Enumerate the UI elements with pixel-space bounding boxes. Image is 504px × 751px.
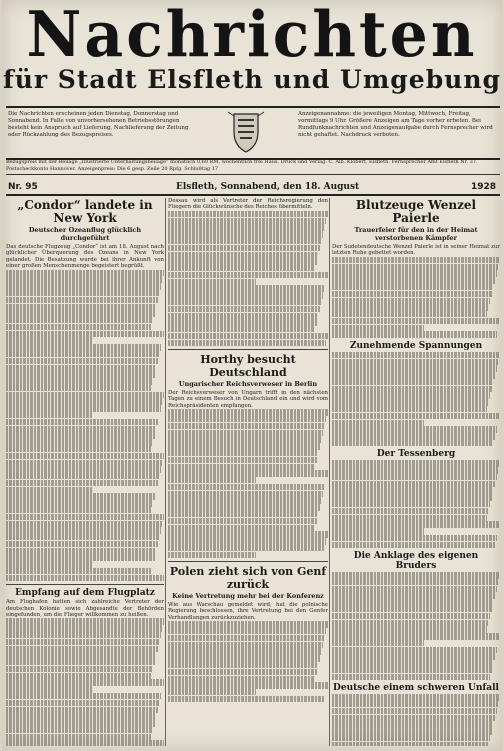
text-line — [168, 457, 317, 463]
text-line — [332, 264, 498, 270]
article-lead: Das deutsche Flugzeug „Condor“ ist am 18. August nach glücklicher Überquerung des Ozeans in New York gelandet. Die Besatzung wurde bei ihrer Ankunft von einer großen Menschenmenge begeistert begrüßt. — [6, 244, 164, 270]
paierle-text: Der Sudetendeutsche Wenzel Paierle ist in seiner Heimat zur letzten Ruhe gebettet worden. — [332, 244, 500, 257]
text-line — [332, 708, 497, 714]
text-line — [168, 231, 323, 237]
newspaper-subtitle: für Stadt Elsfleth und Umgebung — [2, 65, 502, 94]
text-line — [6, 686, 93, 692]
text-line — [168, 299, 322, 305]
text-line — [168, 635, 325, 641]
text-line — [332, 701, 498, 707]
section-body — [332, 352, 500, 447]
text-line — [6, 331, 164, 337]
text-line — [6, 270, 164, 276]
text-line — [332, 626, 487, 632]
text-line — [168, 258, 317, 264]
text-line — [332, 501, 490, 507]
text-line — [332, 413, 500, 419]
text-line — [6, 646, 158, 652]
text-line — [6, 378, 153, 384]
text-line — [6, 453, 164, 459]
section-body — [332, 572, 500, 680]
text-line — [332, 494, 492, 500]
text-line — [168, 340, 326, 346]
text-line — [6, 548, 156, 554]
text-line — [6, 446, 151, 452]
text-line — [6, 720, 155, 726]
text-line — [332, 592, 495, 598]
text-line — [168, 416, 326, 422]
text-line — [6, 405, 161, 411]
text-line — [332, 528, 424, 534]
text-line — [332, 586, 497, 592]
text-line — [332, 304, 488, 310]
section-rule — [168, 349, 328, 350]
section-body — [332, 460, 500, 548]
text-line — [168, 436, 322, 442]
text-line — [168, 621, 328, 627]
section-heading: Empfang auf dem Flugplatz — [15, 588, 155, 599]
text-line — [332, 647, 497, 653]
column-2-intro: Dessau wird als Vertreter der Reichsregierung den Fliegern die Glückwünsche des Reiches übermitteln. — [168, 198, 328, 211]
text-line — [168, 292, 323, 298]
text-line — [6, 365, 156, 371]
text-line — [332, 474, 497, 480]
text-line — [332, 535, 497, 541]
text-line — [6, 514, 164, 520]
polen-text: Wie aus Warschau gemeldet wird, hat die polnische Regierung beschlossen, ihre Vertretung bei den Genfer Verhandlungen zurückzuziehen. — [168, 602, 328, 621]
text-line — [332, 633, 500, 639]
text-line — [6, 290, 159, 296]
text-line — [6, 707, 158, 713]
text-line — [332, 420, 424, 426]
text-line — [332, 674, 490, 680]
text-line — [168, 319, 317, 325]
headline-polen: Polen zieht sich von Genf zurück — [169, 565, 327, 592]
text-line — [332, 433, 495, 439]
column-divider — [165, 198, 166, 746]
text-line — [168, 279, 256, 285]
text-line — [6, 666, 153, 672]
text-line — [6, 554, 155, 560]
text-line — [168, 669, 317, 675]
text-line — [332, 365, 497, 371]
column-2 — [168, 198, 328, 746]
text-line — [6, 575, 164, 581]
text-line — [168, 245, 320, 251]
text-line — [168, 511, 318, 517]
newspaper-title: Nachrichten — [26, 0, 478, 72]
text-line — [6, 419, 158, 425]
text-line — [168, 531, 328, 537]
text-line — [168, 423, 325, 429]
text-line — [332, 542, 495, 548]
date-bar — [6, 182, 500, 196]
text-line — [168, 682, 328, 688]
text-line — [332, 359, 498, 365]
text-line — [332, 694, 500, 700]
text-line — [332, 515, 487, 521]
text-line — [6, 304, 156, 310]
text-line — [6, 297, 158, 303]
text-line — [6, 317, 153, 323]
text-line — [332, 721, 493, 727]
text-line — [6, 618, 164, 624]
text-line — [332, 640, 424, 646]
text-line — [6, 412, 93, 418]
text-line — [168, 313, 318, 319]
text-line — [6, 439, 153, 445]
text-line — [332, 467, 498, 473]
text-line — [332, 487, 493, 493]
text-line — [6, 466, 161, 472]
text-line — [168, 545, 325, 551]
text-line — [332, 735, 490, 741]
text-line — [6, 673, 151, 679]
text-line — [6, 426, 156, 432]
text-line — [6, 625, 162, 631]
text-line — [332, 257, 500, 263]
text-line — [6, 276, 162, 282]
text-line — [332, 440, 493, 446]
text-line — [332, 277, 495, 283]
text-line — [6, 734, 151, 740]
text-line — [168, 676, 315, 682]
text-line — [6, 344, 161, 350]
text-line — [168, 470, 328, 476]
text-line — [6, 652, 156, 658]
text-line — [332, 392, 490, 398]
publisher-line: Bezugspreis mit der Beilage „Illustrierte Unterhaltungsbeilage“ monatlich 0,60 RM, wöchentlich frei Haus. Druck und Verlag: C. Alb. Klöbert, Elsfleth. Fernsprecher Amt Elsfleth Nr. 37. Postscheckkonto Hannover. Anzeigenpreis: Die 6 gesp. Zeile 20 Rpfg. Schlußtag 17 — [6, 159, 500, 175]
section-text: Am Flughafen hatten sich zahlreiche Vertreter der deutschen Kolonie sowie Abgesandte der Behörden eingefunden, um die Flieger willkommen zu heißen. — [6, 599, 164, 618]
text-line — [332, 386, 492, 392]
text-line — [6, 460, 162, 466]
text-line — [332, 460, 500, 466]
text-line — [332, 606, 492, 612]
text-line — [6, 358, 158, 364]
text-line — [6, 561, 93, 567]
text-line — [168, 265, 315, 271]
headline-horthy: Horthy besucht Deutschland — [200, 353, 296, 380]
text-line — [168, 538, 326, 544]
section-rule — [6, 584, 164, 585]
section-rule — [168, 561, 328, 562]
text-line — [332, 728, 492, 734]
masthead — [2, 0, 502, 104]
text-line — [6, 679, 164, 685]
text-line — [168, 504, 320, 510]
text-line — [168, 628, 326, 634]
issue-date: Elsfleth, Sonnabend, den 18. August — [176, 182, 360, 192]
headline-condor: „Condor“ landete in New York — [17, 198, 153, 225]
text-line — [332, 379, 493, 385]
text-line — [6, 480, 158, 486]
text-line — [6, 432, 155, 438]
text-line — [332, 352, 500, 358]
text-line — [6, 713, 156, 719]
section-heading: Deutsche einem schweren Unfall — [333, 683, 499, 694]
text-line — [168, 655, 320, 661]
text-line — [332, 660, 493, 666]
text-line — [332, 331, 497, 337]
text-line — [6, 541, 158, 547]
text-line — [6, 700, 159, 706]
text-line — [332, 298, 490, 304]
text-line — [332, 481, 495, 487]
text-line — [168, 333, 328, 339]
text-line — [332, 372, 495, 378]
text-line — [6, 385, 151, 391]
text-line — [6, 693, 161, 699]
issue-year: 1928 — [470, 182, 496, 192]
text-line — [6, 534, 159, 540]
text-line — [168, 477, 256, 483]
text-line — [6, 473, 159, 479]
article-body — [6, 270, 164, 582]
text-line — [332, 715, 495, 721]
text-line — [332, 426, 497, 432]
text-line — [332, 325, 424, 331]
column-1 — [6, 198, 164, 746]
text-line — [168, 662, 318, 668]
text-line — [168, 518, 317, 524]
text-line — [168, 642, 323, 648]
text-line — [168, 238, 322, 244]
text-line — [168, 211, 328, 217]
text-line — [6, 371, 155, 377]
text-line — [6, 507, 151, 513]
text-line — [168, 306, 320, 312]
newspaper-page — [2, 0, 502, 751]
subheadline-horthy: Ungarischer Reichsverweser in Berlin — [178, 380, 318, 389]
text-line — [168, 648, 322, 654]
text-line — [6, 639, 159, 645]
text-line — [168, 272, 328, 278]
issue-number: Nr. 95 — [8, 182, 38, 192]
text-line — [168, 491, 323, 497]
column-divider — [329, 198, 330, 746]
subheadline-condor: Deutscher Ozeanflug glücklich durchgeführt — [28, 226, 142, 242]
headline-paierle: Blutzeuge Wenzel Paierle — [355, 198, 477, 225]
text-line — [6, 351, 159, 357]
text-line — [332, 284, 493, 290]
text-line — [332, 521, 500, 527]
text-line — [168, 450, 318, 456]
text-line — [6, 568, 151, 574]
text-line — [332, 318, 500, 324]
text-line — [332, 291, 492, 297]
text-line — [168, 464, 315, 470]
text-line — [332, 599, 493, 605]
text-line — [6, 727, 153, 733]
section-body — [332, 694, 500, 746]
text-line — [168, 689, 256, 695]
intro-body — [168, 211, 328, 346]
text-line — [332, 508, 488, 514]
text-line — [6, 337, 93, 343]
advertising-notice: Anzeigenannahme: die jeweiligen Montag, Mittwoch, Freitag, vormittags 9 Uhr. Größere Anzeigen am Tage vorher erbeten. Bei Rundfunknachrichten und Anzeigenaufgabe durch Fernsprecher wird nicht gehaftet. Nachdruck verboten. — [298, 111, 493, 138]
text-line — [6, 632, 161, 638]
coat-of-arms-icon — [216, 110, 276, 154]
horthy-body — [168, 409, 328, 558]
text-line — [332, 742, 488, 746]
text-line — [332, 270, 497, 276]
text-line — [6, 310, 155, 316]
text-line — [332, 620, 488, 626]
text-line — [168, 218, 326, 224]
text-line — [332, 613, 490, 619]
text-line — [6, 659, 155, 665]
column-3 — [332, 198, 500, 746]
info-bar — [6, 106, 500, 160]
text-line — [6, 527, 161, 533]
text-line — [6, 521, 162, 527]
text-line — [332, 667, 492, 673]
text-line — [6, 392, 164, 398]
horthy-text: Der Reichsverweser von Ungarn trifft in den nächsten Tagen zu einem Besuch in Deutschland ein und wird vom Reichspräsidenten empfangen. — [168, 390, 328, 409]
text-line — [6, 487, 93, 493]
text-line — [6, 398, 162, 404]
text-line — [168, 224, 325, 230]
paierle-body — [332, 257, 500, 338]
text-line — [6, 500, 153, 506]
subheadline-paierle: Trauerfeier für den in der Heimat verstorbenen Kämpfer — [354, 226, 478, 242]
text-line — [6, 740, 164, 746]
text-line — [332, 579, 498, 585]
text-line — [168, 430, 323, 436]
text-line — [168, 285, 325, 291]
text-line — [332, 406, 487, 412]
text-line — [168, 525, 315, 531]
text-line — [168, 696, 325, 702]
text-line — [168, 497, 322, 503]
text-line — [6, 324, 151, 330]
text-line — [332, 311, 487, 317]
text-line — [168, 326, 315, 332]
text-line — [6, 493, 155, 499]
text-line — [168, 252, 318, 258]
text-line — [332, 653, 495, 659]
text-line — [332, 572, 500, 578]
section-heading: Der Tessenberg — [376, 449, 456, 460]
section-heading: Die Anklage des eigenen Bruders — [353, 551, 479, 572]
polen-body — [168, 621, 328, 702]
text-line — [168, 409, 328, 415]
subheadline-polen: Keine Vertretung mehr bei der Konferenz — [172, 592, 324, 601]
text-line — [6, 283, 161, 289]
section-body — [6, 618, 164, 746]
publication-notice: Die Nachrichten erscheinen jeden Dienstag, Donnerstag und Sonnabend. In Falle von unvorhersehenen Betriebsstörungen besteht kein Anspruch auf Lieferung, Nachlieferung der Zeitung oder Rückzahlung des Bezugspreises. — [8, 111, 189, 138]
text-line — [168, 484, 325, 490]
text-line — [168, 443, 320, 449]
text-line — [168, 552, 256, 558]
text-line — [332, 399, 488, 405]
section-heading: Zunehmende Spannungen — [349, 340, 483, 351]
